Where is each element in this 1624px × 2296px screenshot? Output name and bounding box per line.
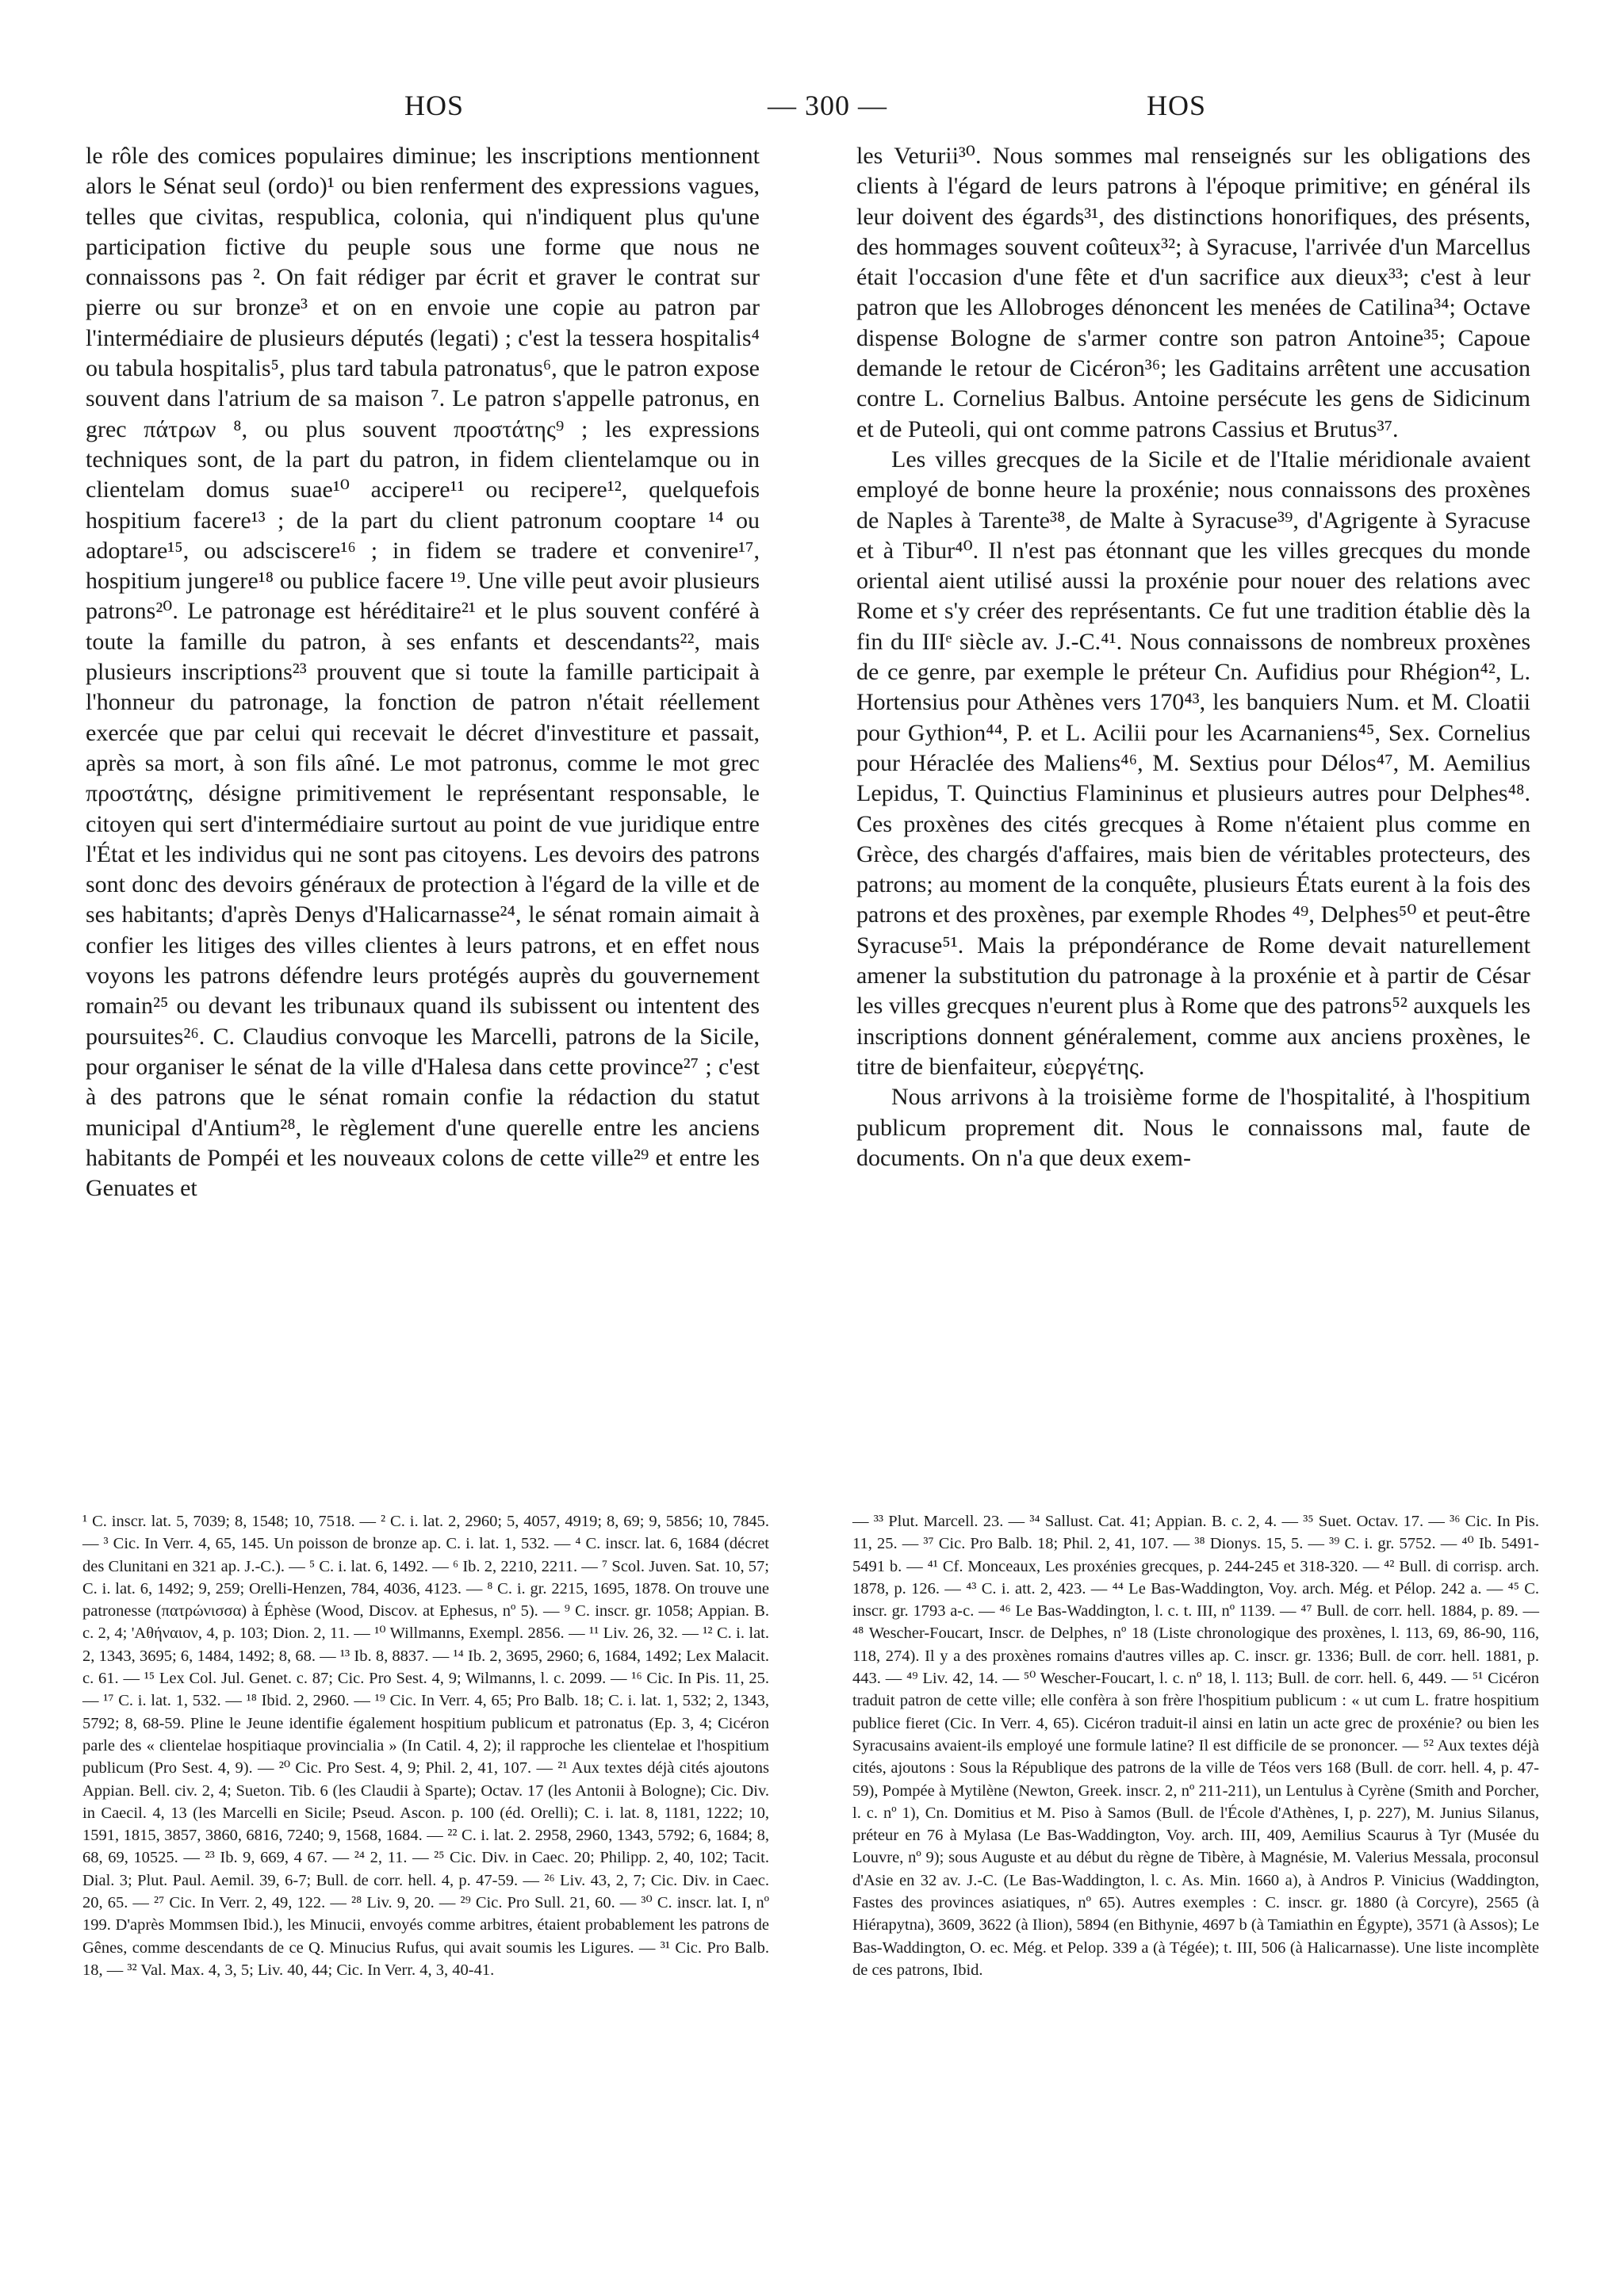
paragraph: les Veturii³⁰. Nous sommes mal renseignés sur les obligations des clients à l'égard de leurs patrons à l'époque primitive; en général ils leur doivent des égards³¹, des distinctions honorifiques, des présents, des hommages souvent coûteux³²; à Syracuse, l'arrivée d'un Marcellus était l'occasion d'une fête et d'un sacrifice aux dieux³³; c'est à leur patron que les Allobroges dénoncent les menées de Catilina³⁴; Octave dispense Bologne de s'armer contre son patron Antoine³⁵; Capoue demande le retour de Cicéron³⁶; les Gaditains arrêtent une accusation contre L. Cornelius Balbus. Antoine persécute les gens de Sidicinum et de Puteoli, qui ont comme patrons Cassius et Brutus³⁷. xyxy=(856,143,1530,442)
footnote-block: — ³³ Plut. Marcell. 23. — ³⁴ Sallust. Cat. 41; Appian. B. c. 2, 4. — ³⁵ Suet. Octav. 17. — ³⁶ Cic. In Pis. 11, 25. — ³⁷ Cic. Pro Balb. 18; Phil. 2, 41, 107. — ³⁸ Dionys. 15, 5. — ³⁹ C. i. gr. 5752. — ⁴⁰ Ib. 5491-5491 b. — ⁴¹ Cf. Monceaux, Les proxénies grecques, p. 244-245 et 318-320. — ⁴² Bull. di corrisp. arch. 1878, p. 126. — ⁴³ C. i. att. 2, 423. — ⁴⁴ Le Bas-Waddington, Voy. arch. Még. et Pélop. 242 a. — ⁴⁵ C. inscr. gr. 1793 a-c. — ⁴⁶ Le Bas-Waddington, l. c. t. III, nº 1139. — ⁴⁷ Bull. de corr. hell. 1884, p. 89. — ⁴⁸ Wescher-Foucart, Inscr. de Delphes, nº 18 (Liste chronologique des proxènes, l. 113, 69, 86-90, 116, 118, 274). Il y a des proxènes romains d'autres villes ap. C. inscr. gr. 1336; Bull. de corr. hell. 1881, p. 443. — ⁴⁹ Liv. 42, 14. — ⁵⁰ Wescher-Foucart, l. c. nº 18, l. 113; Bull. de corr. hell. 6, 449. — ⁵¹ Cicéron traduit patron de cette ville; elle confèra à son frère l'hospitium publicum : « ut cum L. fratre hospitium publice fieret (Cic. In Verr. 4, 65). Cicéron traduit-il ainsi en latin un acte grec de proxénie? ou bien les Syracusains avaient-ils employé une formule latine? Il est difficile de se prononcer. — ⁵² Aux textes déjà cités, ajoutons : Sous la République des patrons de la ville de Téos vers 168 (Bull. de corr. hell. 4, p. 47-59), Pompée à Mytilène (Newton, Greek. inscr. 2, nº 211-211), un Lentulus à Cyrène (Smith and Porcher, l. c. nº 1), Cn. Domitius et M. Piso à Samos (Bull. de l'École d'Athènes, I, p. 227), M. Junius Silanus, préteur en 76 à Mylasa (Le Bas-Waddington, Voy. arch. III, 409, Aemilius Scaurus à Tyr (Musée du Louvre, nº 9); sous Auguste et au début du règne de Tibère, à Magnésie, M. Valerius Messala, proconsul d'Asie en 32 av. J.-C. (Le Bas-Waddington, l. c. As. Min. 1660 a), à Andros P. Vinicius (Waddington, Fastes des provinces asiatiques, nº 65). Autres exemples : C. inscr. gr. 1880 (à Corcyre), 2565 (à Hiérapytna), 3609, 3622 (à Ilion), 5894 (en Bithynie, 4697 b (à Tamiathin en Égypte), 3571 (à Assos); Le Bas-Waddington, O. ec. Még. et Pelop. 339 a (à Tégée); t. III, 506 (à Halicarnasse). Une liste incomplète de ces patrons, Ibid. xyxy=(852,1513,1539,1979)
paragraph: Nous arrivons à la troisième forme de l'hospitalité, à l'hospitium publicum proprement dit. Nous le connaissons mal, faute de documents. On n'a que deux exem- xyxy=(856,1084,1530,1171)
running-head-right: HOS xyxy=(1147,90,1207,121)
left-text-column xyxy=(86,141,760,1203)
right-text-column xyxy=(856,141,1530,1173)
footnotes-left xyxy=(82,1510,769,1981)
page-number: — 300 — xyxy=(768,90,887,121)
footnotes-right xyxy=(852,1510,1539,1981)
paragraph: le rôle des comices populaires diminue; les inscriptions mentionnent alors le Sénat seul (ordo)¹ ou bien renferment des expressions vagues, telles que civitas, respublica, colonia, qui n'indiquent plus qu'une participation fictive du peuple sous une forme que nous ne connaissons pas ². On fait rédiger par écrit et graver le contrat sur pierre ou sur bronze³ et on en envoie une copie au patron par l'intermédiaire de plusieurs députés (legati) ; c'est la tessera hospitalis⁴ ou tabula hospitalis⁵, plus tard tabula patronatus⁶, que le patron expose souvent dans l'atrium de sa maison ⁷. Le patron s'appelle patronus, en grec πάτρων ⁸, ou plus souvent προστάτης⁹ ; les expressions techniques sont, de la part du patron, in fidem clientelamque ou in clientelam domus suae¹⁰ accipere¹¹ ou recipere¹², quelquefois hospitium facere¹³ ; de la part du client patronum cooptare ¹⁴ ou adoptare¹⁵, ou adsciscere¹⁶ ; in fidem se tradere et convenire¹⁷, hospitium jungere¹⁸ ou publice facere ¹⁹. Une ville peut avoir plusieurs patrons²⁰. Le patronage est héréditaire²¹ et le plus souvent conféré à toute la famille du patron, à ses enfants et descendants²², mais plusieurs inscriptions²³ prouvent que si toute la famille participait à l'honneur du patronage, la fonction de patron n'était réellement exercée que par celui qui recevait le décret d'investiture et passait, après sa mort, à son fils aîné. Le mot patronus, comme le mot grec προστάτης, désigne primitivement le représentant responsable, le citoyen qui sert d'intermédiaire surtout au point de vue juridique entre l'État et les individus qui ne sont pas citoyens. Les devoirs des patrons sont donc des devoirs généraux de protection à l'égard de la ville et de ses habitants; d'après Denys d'Halicarnasse²⁴, le sénat romain aimait à confier les litiges des villes clientes à leurs patrons, et en effet nous voyons les patrons défendre leurs protégés auprès du gouvernement romain²⁵ ou devant les tribunaux quand ils subissent ou intentent des poursuites²⁶. C. Claudius convoque les Marcelli, patrons de la Sicile, pour organiser le sénat de la ville d'Halesa dans cette province²⁷ ; c'est à des patrons que le sénat romain confie la rédaction du statut municipal d'Antium²⁸, le règlement d'une querelle entre les anciens habitants de Pompéi et les nouveaux colons de cette ville²⁹ et entre les Genuates et xyxy=(86,143,760,1202)
paragraph: Les villes grecques de la Sicile et de l'Italie méridionale avaient employé de bonne heure la proxénie; nous connaissons des proxènes de Naples à Tarente³⁸, de Malte à Syracuse³⁹, d'Agrigente à Syracuse et à Tibur⁴⁰. Il n'est pas étonnant que les villes grecques du monde oriental aient utilisé aussi la proxénie pour nouer des relations avec Rome et s'y créer des représentants. Ce fut une tradition établie dès la fin du IIIᵉ siècle av. J.-C.⁴¹. Nous connaissons de nombreux proxènes de ce genre, par exemple le préteur Cn. Aufidius pour Rhégion⁴², L. Hortensius pour Athènes vers 170⁴³, les banquiers Num. et M. Cloatii pour Gythion⁴⁴, P. et L. Acilii pour les Acarnaniens⁴⁵, Sex. Cornelius pour Héraclée des Maliens⁴⁶, M. Sextius pour Délos⁴⁷, M. Aemilius Lepidus, T. Quinctius Flamininus et plusieurs autres pour Delphes⁴⁸. Ces proxènes des cités grecques à Rome n'étaient plus comme en Grèce, des chargés d'affaires, mais bien de véritables protecteurs, des patrons; au moment de la conquête, plusieurs États eurent à la fois des patrons et des proxènes, par exemple Rhodes ⁴⁹, Delphes⁵⁰ et peut-être Syracuse⁵¹. Mais la prépondérance de Rome devait naturellement amener la substitution du patronage à la proxénie et à partir de César les villes grecques n'eurent plus à Rome que des patrons⁵² auxquels les inscriptions donnent généralement, comme aux anciens proxènes, le titre de bienfaiteur, εὐεργέτης. xyxy=(856,446,1530,1080)
footnote-block: ¹ C. inscr. lat. 5, 7039; 8, 1548; 10, 7518. — ² C. i. lat. 2, 2960; 5, 4057, 4919; 8, 69; 9, 5856; 10, 7845. — ³ Cic. In Verr. 4, 65, 145. Un poisson de bronze ap. C. i. lat. 1, 532. — ⁴ C. inscr. lat. 6, 1684 (décret des Clunitani en 321 ap. J.-C.). — ⁵ C. i. lat. 6, 1492. — ⁶ Ib. 2, 2210, 2211. — ⁷ Scol. Juven. Sat. 10, 57; C. i. lat. 6, 1492; 9, 259; Orelli-Henzen, 784, 4036, 4123. — ⁸ C. i. gr. 2215, 1695, 1878. On trouve une patronesse (πατρώνισσα) à Éphèse (Wood, Discov. at Ephesus, nº 5). — ⁹ C. inscr. gr. 1058; Appian. B. c. 2, 4; 'Αθήναιον, 4, p. 103; Dion. 2, 11. — ¹⁰ Willmanns, Exempl. 2856. — ¹¹ Liv. 26, 32. — ¹² C. i. lat. 2, 1343, 3695; 6, 1484, 1492; 8, 68. — ¹³ Ib. 8, 8837. — ¹⁴ Ib. 2, 3695, 2960; 6, 1684, 1492; Lex Malacit. c. 61. — ¹⁵ Lex Col. Jul. Genet. c. 87; Cic. Pro Sest. 4, 9; Wilmanns, l. c. 2099. — ¹⁶ Cic. In Pis. 11, 25. — ¹⁷ C. i. lat. 1, 532. — ¹⁸ Ibid. 2, 2960. — ¹⁹ Cic. In Verr. 4, 65; Pro Balb. 18; C. i. lat. 1, 532; 2, 1343, 5792; 8, 68-59. Pline le Jeune identifie également hospitium publicum et patronatus (Ep. 3, 4; Cicéron parle des « clientelae hospitiaque provincialia » (In Catil. 4, 2); il rapproche les clientelae et l'hospitium publicum (Pro Sest. 4, 9). — ²⁰ Cic. Pro Sest. 4, 9; Phil. 2, 41, 107. — ²¹ Aux textes déjà cités ajoutons Appian. Bell. civ. 2, 4; Sueton. Tib. 6 (les Claudii à Sparte); Octav. 17 (les Antonii à Bologne); Cic. Div. in Caecil. 4, 13 (les Marcelli en Sicile; Pseud. Ascon. p. 100 (éd. Orelli); C. i. lat. 8, 1181, 1222; 10, 1591, 1815, 3857, 3860, 6816, 7240; 9, 1568, 1684. — ²² C. i. lat. 2. 2958, 2960, 1343, 5792; 6, 1684; 8, 68, 69, 10525. — ²³ Ib. 9, 669, 4 67. — ²⁴ 2, 11. — ²⁵ Cic. Div. in Caec. 20; Philipp. 2, 40, 102; Tacit. Dial. 3; Plut. Paul. Aemil. 39, 6-7; Bull. de corr. hell. 4, p. 47-59. — ²⁶ Liv. 43, 2, 7; Cic. Div. in Caec. 20, 65. — ²⁷ Cic. In Verr. 2, 49, 122. — ²⁸ Liv. 9, 20. — ²⁹ Cic. Pro Sull. 21, 60. — ³⁰ C. inscr. lat. I, nº 199. D'après Mommsen Ibid.), les Minucii, envoyés comme arbitres, étaient probablement les patrons de Gênes, comme descendants de ce Q. Minucius Rufus, qui avait soumis les Ligures. — ³¹ Cic. Pro Balb. 18, — ³² Val. Max. 4, 3, 5; Liv. 40, 44; Cic. In Verr. 4, 3, 40-41. xyxy=(82,1513,769,1979)
running-head-left: HOS xyxy=(404,90,465,121)
